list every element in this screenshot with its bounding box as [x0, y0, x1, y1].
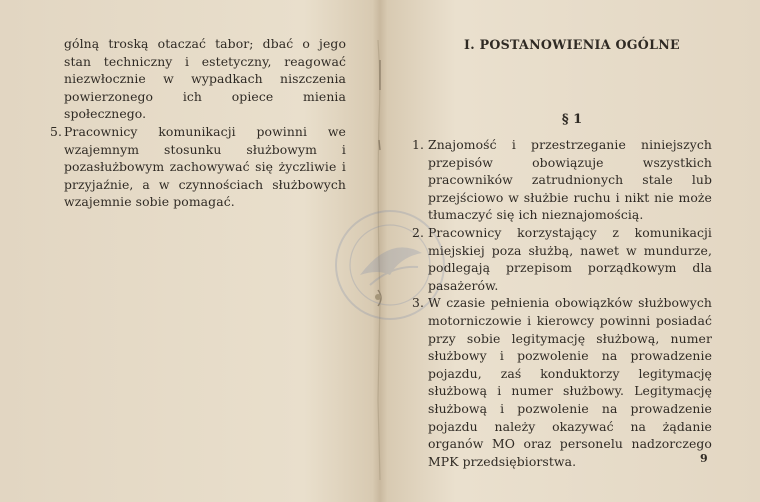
page-number: 9 [700, 452, 708, 465]
right-page [382, 0, 760, 502]
item-text: Znajomość i przestrzeganie niniejszych przepisów obowiązuje wszystkich pracowników zatrudnionych stale lub przejściowo w służbie ruchu i nikt nie może tłumaczyć się ich nieznajomością. [428, 137, 712, 223]
right-page-text [412, 136, 712, 470]
item-text: Pracownicy komunikacji powinni we wzajemnym stosunku służbowym i pozasłużbowym zachowywać się życzliwie i przyjaźnie, a w czynnościach służbowych wzajemnie sobie pomagać. [64, 123, 346, 210]
item-number: 2. [412, 224, 425, 240]
item-text: Pracownicy korzystający z komunikacji miejskiej poza służbą, nawet w mundurze, podlegają przepisom porządkowym dla pasażerów. [428, 224, 712, 293]
item-number: 3. [412, 295, 425, 311]
list-item-2 [412, 224, 712, 294]
continuation-paragraph: gólną troską otaczać tabor; dbać o jego stan techniczny i estetyczny, reagować niezwłocznie w wypadkach niszczenia powierzonego ich opiece mienia społecznego. [64, 36, 346, 122]
section-mark: § 1 [561, 112, 583, 127]
list-item-1 [412, 136, 712, 224]
list-item-3 [412, 294, 712, 470]
item-number: 5. [50, 123, 63, 139]
chapter-heading: I. POSTANOWIENIA OGÓLNE [464, 37, 680, 52]
left-page-text [50, 35, 346, 211]
left-page [0, 0, 378, 502]
item-number: 1. [412, 137, 425, 152]
item-text: W czasie pełnienia obowiązków służbowych motorniczowie i kierowcy powinni posiadać przy sobie legitymację służbową, numer służbowy i pozwolenie na prowadzenie pojazdu, zaś konduktorzy legitymację służbową i numer służbowy. Legitymację służbową i pozwolenie na prowadzenie pojazdu należy okazywać na żądanie organów MO oraz personelu nadzorczego MPK przedsiębiorstwa. [428, 295, 712, 469]
list-item-5 [50, 123, 346, 211]
